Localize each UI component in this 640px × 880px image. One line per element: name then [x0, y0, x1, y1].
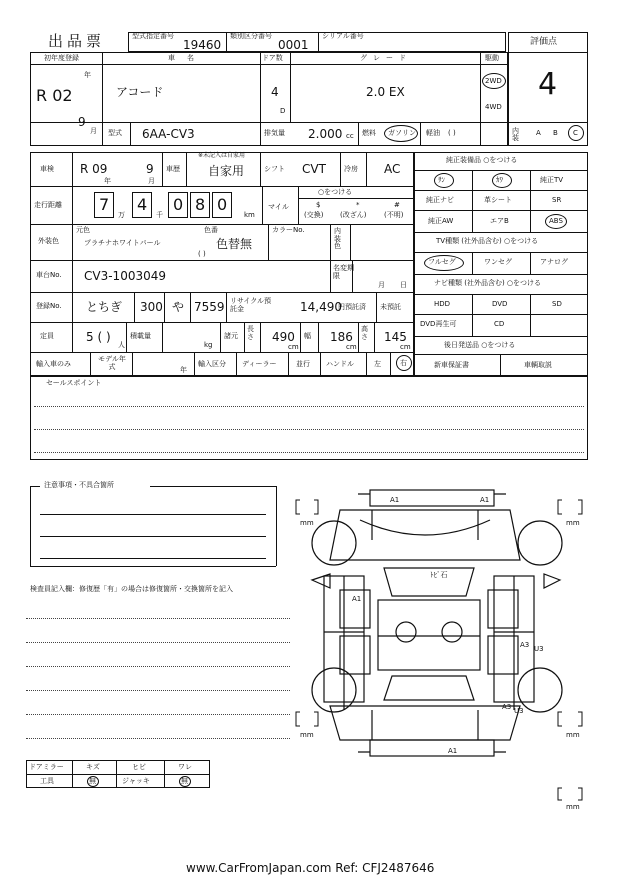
tv-title: TV種類 (社外品含む) ○をつける: [436, 237, 539, 245]
mile-opt1b: (交換): [304, 211, 324, 219]
model-year-unit: 年: [180, 366, 187, 374]
inspection-value: R 09: [80, 162, 108, 176]
fuel-value: ガソリン: [388, 129, 416, 137]
insp-year-unit: 年: [104, 177, 111, 185]
reg-number: 7559: [194, 300, 225, 314]
navi-item: HDD: [434, 300, 451, 308]
mileage-digit: 7: [99, 195, 110, 214]
tv-item: フルセグ: [428, 258, 456, 266]
damage-mark: A1: [352, 595, 362, 603]
mile-label: マイル: [268, 203, 289, 211]
legend-cell: キズ: [86, 763, 100, 771]
first-reg-label: 初年度登録: [44, 54, 79, 62]
legend-cell: ドアミラー: [29, 763, 64, 771]
recycle-label: リサイクル預託金: [230, 297, 272, 314]
dealer-option: ディーラー: [242, 360, 277, 368]
legend-cell: 無: [181, 777, 188, 785]
navi-item: SD: [552, 300, 562, 308]
watermark-ref: www.CarFromJapan.com Ref: CFJ2487646: [186, 861, 435, 875]
ac-value: AC: [384, 162, 401, 176]
drive-2wd: 2WD: [485, 77, 502, 85]
capacity-value: 5 ( ): [86, 330, 111, 344]
equip-item: ｻﾝ: [438, 176, 445, 184]
equip-item: SR: [552, 196, 562, 204]
tv-item: ワンセグ: [484, 258, 512, 266]
kg-unit: kg: [204, 341, 213, 349]
drive-4wd: 4WD: [485, 103, 502, 111]
insp-month-unit: 月: [148, 177, 155, 185]
class-value: 0001: [278, 38, 309, 52]
handle-left: 左: [374, 360, 381, 368]
equip-item: 革シート: [484, 196, 512, 204]
chassis-value: CV3-1003049: [84, 269, 166, 283]
damage-mark: A3: [520, 641, 530, 649]
inspection-month: 9: [146, 162, 154, 176]
cc-unit: cc: [346, 132, 354, 140]
genuine-title: 純正装備品 ○をつける: [446, 156, 518, 164]
dims-label: 諸元: [224, 332, 238, 340]
navi-item: DVD: [492, 300, 508, 308]
model-label: 型式: [108, 129, 122, 137]
damage-mark: A3: [502, 703, 512, 711]
width-value: 186: [330, 330, 353, 344]
sales-point-label: セールスポイント: [46, 379, 102, 387]
mileage-digit: 4: [137, 195, 148, 214]
mile-opt3: #: [394, 201, 400, 209]
mile-circle-note: ○をつける: [318, 188, 353, 196]
mm-label: mm: [300, 731, 314, 739]
later-item: 車輌取説: [524, 361, 552, 369]
chassis-label: 車台No.: [36, 271, 62, 279]
man-unit: 万: [118, 211, 125, 219]
interior-color-label: 内装色: [334, 227, 341, 251]
mm-label: mm: [566, 803, 580, 811]
cm-unit: cm: [288, 343, 299, 351]
fuel-other: ( ): [448, 129, 456, 137]
cm-unit: cm: [346, 343, 357, 351]
equip-item: 純正ナビ: [426, 196, 454, 204]
legend-cell: 工具: [40, 777, 54, 785]
model-cert-label: 型式指定番号: [132, 32, 174, 40]
navi-title: ナビ種類 (社外品含む) ○をつける: [434, 279, 542, 287]
recycle-not: 未預託: [380, 303, 401, 311]
reg-class: 300: [140, 300, 163, 314]
parallel-option: 並行: [296, 360, 310, 368]
damage-mark: A1: [448, 747, 458, 755]
year-unit: 年: [84, 71, 91, 79]
damage-mark: U3: [534, 645, 544, 653]
equip-item: エアB: [490, 217, 509, 225]
capacity-label: 定員: [40, 332, 54, 340]
inspection-label: 車検: [40, 165, 54, 173]
handle-label: ハンドル: [326, 360, 354, 368]
equip-item: 純正AW: [428, 217, 454, 225]
damage-mark: A1: [480, 496, 490, 504]
mm-label: mm: [300, 519, 314, 527]
length-value: 490: [272, 330, 295, 344]
model-year-label: モデル年式: [98, 355, 126, 372]
doors-label: ドア数: [262, 54, 283, 62]
class-label: 類別区分番号: [230, 32, 272, 40]
month-unit: 月: [90, 127, 97, 135]
score-label: 評価点: [530, 37, 558, 47]
km-unit: km: [244, 211, 255, 219]
model-cert-value: 19460: [183, 38, 222, 52]
length-label: 長さ: [247, 325, 254, 341]
car-name-value: アコード: [116, 85, 164, 99]
reg-label: 登録No.: [36, 302, 62, 310]
history-note: ※未記入は自家用: [198, 152, 246, 159]
name-change-label: 名変期限: [333, 264, 354, 281]
orig-color-value: プラチナホワイトパール: [84, 239, 161, 247]
navi-item: CD: [494, 320, 505, 328]
person-unit: 人: [118, 341, 125, 349]
interior-c: C: [573, 129, 578, 137]
color-number-label: 色番: [204, 226, 218, 234]
ac-label: 冷房: [344, 165, 358, 173]
first-reg-era: R 02: [36, 86, 73, 105]
color-change-value: 色替無: [216, 237, 253, 251]
interior-a: A: [536, 129, 541, 137]
exterior-label: 外装色: [38, 237, 59, 245]
width-label: 幅: [304, 332, 311, 340]
light-oil-label: 軽油: [426, 129, 440, 137]
model-value: 6AA-CV3: [142, 127, 195, 141]
reg-pref: とちぎ: [86, 300, 123, 314]
cm-unit: cm: [400, 343, 411, 351]
height-label: 高さ: [361, 325, 368, 341]
equip-item: ｶﾜ: [496, 176, 503, 184]
damage-mark: A1: [390, 496, 400, 504]
nc-month-unit: 月: [378, 281, 385, 289]
mile-opt3b: (不明): [384, 211, 404, 219]
mile-opt2: *: [356, 201, 360, 209]
mile-opt2b: (改ざん): [340, 211, 367, 219]
shift-label: シフト: [264, 165, 285, 173]
displacement-label: 排気量: [264, 129, 285, 137]
sen-unit: 千: [156, 211, 163, 219]
drive-label: 駆動: [485, 54, 499, 62]
car-name-label: 車名: [168, 54, 206, 62]
mileage-digit: 0: [217, 195, 228, 214]
history-label: 車歴: [166, 165, 180, 173]
mileage-digit: 0: [173, 195, 184, 214]
mileage-label: 走行距離: [34, 201, 62, 209]
equip-item: ABS: [549, 217, 563, 225]
legend-cell: 無: [89, 777, 96, 785]
serial-label: シリアル番号: [322, 32, 364, 40]
legend-cell: ジャッキ: [122, 777, 150, 785]
import-class-label: 輸入区分: [198, 360, 226, 368]
equip-item: 純正TV: [540, 176, 564, 184]
legend-cell: ワレ: [178, 763, 192, 771]
grade-label: グレード: [360, 54, 412, 62]
color-no-label: カラーNo.: [272, 226, 305, 234]
form-title: 出品票: [48, 32, 106, 50]
import-label: 輸入車のみ: [36, 360, 71, 368]
tv-item: アナログ: [540, 258, 568, 266]
first-reg-month: 9: [78, 115, 86, 129]
fuel-label: 燃料: [362, 129, 376, 137]
later-title: 後日発送品 ○をつける: [444, 341, 516, 349]
history-value: 自家用: [208, 164, 245, 178]
nc-day-unit: 日: [400, 281, 407, 289]
mm-label: mm: [566, 519, 580, 527]
color-paren: ( ): [198, 250, 206, 258]
interior-b: B: [553, 129, 558, 137]
orig-color-label: 元色: [76, 226, 90, 234]
damage-mark: U3: [514, 707, 524, 715]
grade-value: 2.0 EX: [366, 85, 405, 99]
inspector-label: 検査員記入欄：修復歴「有」の場合は修復箇所・交換箇所を記入: [30, 585, 233, 593]
shift-value: CVT: [302, 162, 326, 176]
later-item: 新車保証書: [434, 361, 469, 369]
reg-kana: や: [172, 300, 185, 314]
interior-label: 内装: [512, 127, 519, 142]
doors-suffix: D: [280, 107, 286, 115]
damage-mark: ﾄﾋﾞ石: [430, 571, 448, 579]
doors-value: 4: [271, 85, 279, 99]
score-value: 4: [538, 67, 558, 102]
mileage-digit: 8: [195, 195, 206, 214]
recycle-value: 14,490: [300, 300, 342, 314]
legend-cell: ヒビ: [132, 763, 146, 771]
height-value: 145: [384, 330, 407, 344]
mm-label: mm: [566, 731, 580, 739]
handle-right: 右: [400, 359, 407, 367]
navi-item: DVD再生可: [420, 320, 457, 328]
displacement-value: 2.000: [308, 127, 343, 141]
load-label: 積載量: [130, 332, 151, 340]
mile-opt1: $: [316, 201, 321, 209]
caution-label: 注意事項・不具合箇所: [44, 481, 114, 489]
recycle-deposited: 円預託済: [338, 303, 366, 311]
